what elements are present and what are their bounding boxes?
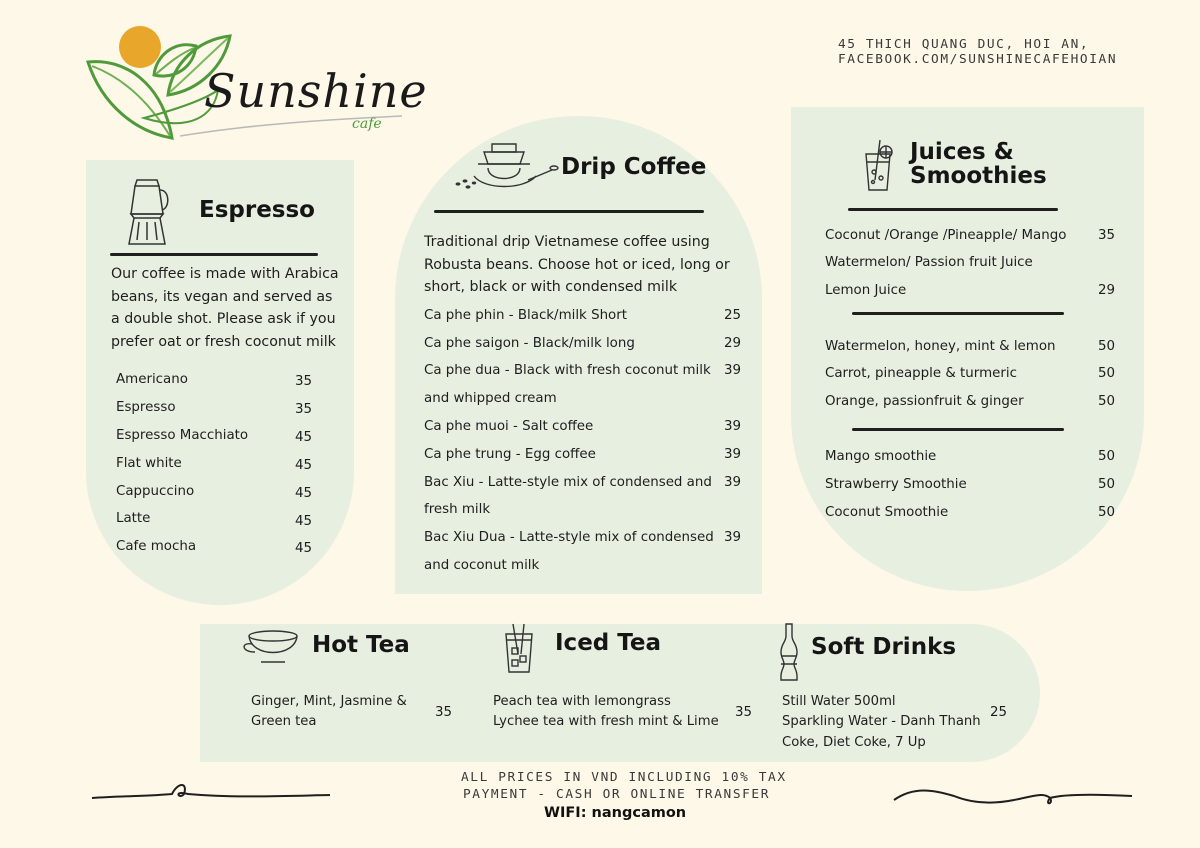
iced-glass-icon — [502, 624, 536, 674]
drip-price: 39 — [723, 530, 741, 545]
espresso-price: 35 — [294, 402, 312, 417]
drip-item: Ca phe phin - Black/milk Short — [424, 308, 628, 323]
juice-price: 50 — [1097, 339, 1115, 354]
hot-tea-price: 35 — [434, 705, 452, 720]
espresso-price: 45 — [294, 514, 312, 529]
espresso-price: 35 — [294, 374, 312, 389]
drip-item: Ca phe muoi - Salt coffee — [424, 419, 594, 434]
drip-price: 29 — [723, 336, 741, 351]
iced-tea-line2: Lychee tea with fresh mint & Lime — [493, 714, 719, 729]
juice-item: Watermelon, honey, mint & lemon — [825, 339, 1056, 354]
soft-drinks-price: 25 — [989, 705, 1007, 720]
espresso-item: Americano — [116, 372, 188, 387]
smoothie-item: Coconut Smoothie — [825, 505, 949, 520]
drip-item-cont: and coconut milk — [424, 558, 540, 573]
drip-price: 39 — [723, 363, 741, 378]
drip-price: 39 — [723, 419, 741, 434]
soft-drinks-line3: Coke, Diet Coke, 7 Up — [782, 735, 926, 750]
juice-glass-icon — [862, 140, 894, 192]
smoothie-item: Mango smoothie — [825, 449, 937, 464]
address-text: 45 THICH QUANG DUC, HOI AN, — [838, 37, 1090, 52]
phin-filter-icon — [454, 142, 558, 194]
juice-item: Watermelon/ Passion fruit Juice — [825, 255, 1033, 270]
iced-tea-title: Iced Tea — [555, 630, 662, 656]
espresso-title: Espresso — [199, 197, 315, 223]
juice-item: Carrot, pineapple & turmeric — [825, 366, 1017, 381]
drip-price: 39 — [723, 447, 741, 462]
footer-payment-note: PAYMENT - CASH OR ONLINE TRANSFER — [463, 787, 771, 802]
hot-tea-line2: Green tea — [251, 714, 317, 729]
espresso-divider — [110, 253, 318, 256]
juice-price: 29 — [1097, 283, 1115, 298]
juices-divider — [848, 208, 1058, 211]
espresso-price: 45 — [294, 458, 312, 473]
left-squiggle — [92, 780, 332, 804]
teacup-icon — [241, 628, 301, 668]
drip-item: Ca phe trung - Egg coffee — [424, 447, 596, 462]
juice-item: Coconut /Orange /Pineapple/ Mango — [825, 228, 1067, 243]
wifi-text: WIFI: nangcamon — [544, 805, 687, 821]
juice-price: 35 — [1097, 228, 1115, 243]
drip-item: Bac Xiu Dua - Latte-style mix of condensed — [424, 530, 714, 545]
espresso-item: Latte — [116, 511, 151, 526]
espresso-description: Our coffee is made with Arabica beans, its vegan and served as a double shot. Please ask if you prefer oat or fresh coconut milk — [111, 266, 339, 350]
juice-price: 50 — [1097, 394, 1115, 409]
espresso-item: Cafe mocha — [116, 539, 197, 554]
brand-sub: cafe — [352, 116, 382, 132]
drip-item: Bac Xiu - Latte-style mix of condensed and — [424, 475, 712, 490]
smoothie-price: 50 — [1097, 477, 1115, 492]
soft-drinks-line2: Sparkling Water - Danh Thanh — [782, 714, 981, 729]
juices-divider-2 — [852, 312, 1064, 315]
drip-price: 39 — [723, 475, 741, 490]
drip-description: Traditional drip Vietnamese coffee using Robusta beans. Choose hot or iced, long or short, black or with condensed milk — [424, 234, 730, 295]
hot-tea-title: Hot Tea — [312, 632, 410, 658]
hot-tea-line1: Ginger, Mint, Jasmine & — [251, 694, 407, 709]
drip-item-cont: and whipped cream — [424, 391, 557, 406]
soft-drinks-title: Soft Drinks — [811, 634, 957, 660]
soda-bottle-icon — [778, 622, 800, 682]
footer-tax-note: ALL PRICES IN VND INCLUDING 10% TAX — [461, 770, 787, 785]
juices-divider-3 — [852, 428, 1064, 431]
espresso-price: 45 — [294, 541, 312, 556]
espresso-item: Cappuccino — [116, 484, 195, 499]
drip-item-cont: fresh milk — [424, 502, 491, 517]
juices-title-line2: Smoothies — [910, 163, 1047, 189]
drip-title: Drip Coffee — [561, 154, 707, 180]
drip-item: Ca phe saigon - Black/milk long — [424, 336, 635, 351]
facebook-link[interactable]: FACEBOOK.COM/SUNSHINECAFEHOIAN — [838, 52, 1118, 67]
espresso-price: 45 — [294, 486, 312, 501]
iced-tea-price: 35 — [734, 705, 752, 720]
drip-panel — [395, 116, 762, 594]
drip-divider — [434, 210, 704, 213]
brand-name: Sunshine — [204, 64, 428, 118]
juice-item: Lemon Juice — [825, 283, 907, 298]
espresso-price: 45 — [294, 430, 312, 445]
espresso-item: Espresso — [116, 400, 176, 415]
juice-price: 50 — [1097, 366, 1115, 381]
right-squiggle — [894, 786, 1134, 810]
juices-title-line1: Juices & — [910, 139, 1014, 165]
smoothie-item: Strawberry Smoothie — [825, 477, 967, 492]
drip-item: Ca phe dua - Black with fresh coconut milk — [424, 363, 711, 378]
smoothie-price: 50 — [1097, 449, 1115, 464]
iced-tea-line1: Peach tea with lemongrass — [493, 694, 671, 709]
drip-price: 25 — [723, 308, 741, 323]
sun-icon — [119, 26, 161, 68]
juice-item: Orange, passionfruit & ginger — [825, 394, 1024, 409]
soft-drinks-line1: Still Water 500ml — [782, 694, 896, 709]
espresso-item: Flat white — [116, 456, 182, 471]
espresso-item: Espresso Macchiato — [116, 428, 249, 443]
moka-pot-icon — [124, 178, 170, 248]
smoothie-price: 50 — [1097, 505, 1115, 520]
